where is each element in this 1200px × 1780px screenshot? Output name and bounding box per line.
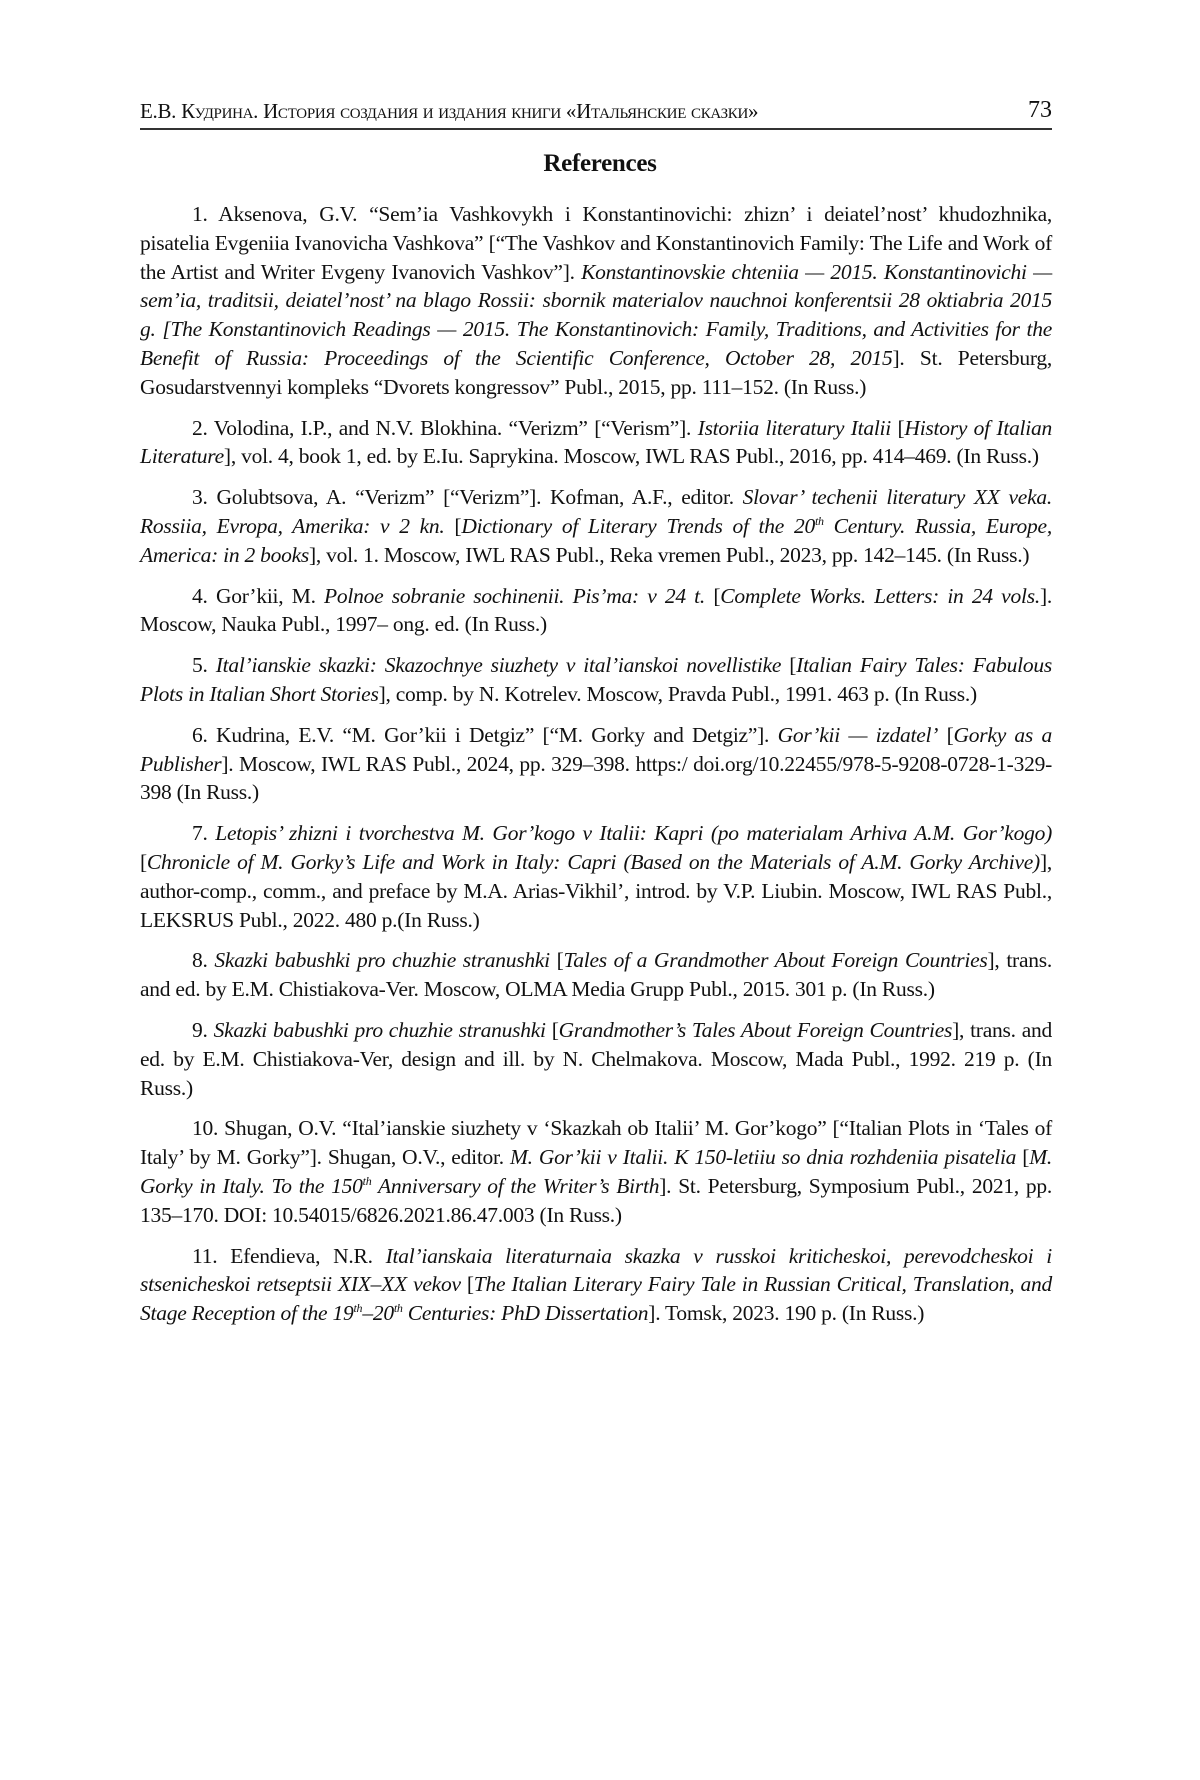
reference-segment: [ — [1016, 1145, 1030, 1170]
reference-segment: The Italian Literary Fairy Tale in Russian Critical, Translation, and Stage Reception of the 19th–20th Centuries: PhD Dissertation — [140, 1272, 1052, 1326]
reference-segment: Skazki babushki pro chuzhie stranushki — [214, 948, 550, 973]
reference-segment: Gor’kii — izdatel’ — [777, 722, 939, 747]
reference-segment: [ — [140, 849, 147, 874]
reference-segment: 3. Golubtsova, A. “Verizm” [“Verizm”]. Kofman, A.F., editor. — [192, 485, 743, 510]
reference-segment: Istoriia literatury Italii — [697, 415, 891, 440]
page-number: 73 — [1028, 97, 1052, 123]
reference-segment: ], vol. 4, book 1, ed. by E.Iu. Saprykina. Moscow, IWL RAS Publ., 2016, pp. 414–469. (In Russ.) — [223, 444, 1039, 469]
reference-segment: Slovar’ techenii literatury XX veka. Rossiia, Evropa, Amerika: v 2 kn. — [140, 485, 1052, 538]
reference-segment: Chronicle of M. Gorky’s Life and Work in Italy: Capri (Based on the Materials of A.M. Gorky Archive) — [146, 849, 1040, 874]
running-title: Е.В. Кудрина. История создания и издания книги «Итальянские сказки» — [140, 99, 759, 123]
reference-item — [140, 200, 1052, 402]
reference-list — [140, 200, 1052, 1340]
running-header — [140, 88, 1052, 124]
reference-segment: Tales of a Grandmother About Foreign Countries — [563, 948, 988, 973]
reference-segment: Polnoe sobranie sochinenii. Pis’ma: v 24 t. — [324, 583, 706, 608]
reference-item — [140, 1016, 1052, 1102]
reference-segment: Konstantinovskie chteniia — 2015. Konstantinovichi — sem’ia, traditsii, deiatel’nost’ na blago Rossii: sbornik materialov nauchnoi konferentsii 28 oktiabria 2015 g. [The Konstantinovich Readings — 2015. The Konstantinovich: Family, Traditions, and Activities for the Benefit of Russia: Proceedings of the Scientific Conference, October 28, 2015 — [140, 259, 1052, 370]
reference-segment: [ — [781, 653, 797, 678]
reference-segment: History of Italian Literature — [140, 415, 1052, 469]
reference-segment: ]. St. Petersburg, Gosudarstvennyi kompleks “Dvorets kongressov” Publ., 2015, pp. 111–152. (In Russ.) — [140, 345, 1052, 399]
reference-segment: Skazki babushki pro chuzhie stranushki — [213, 1017, 546, 1042]
reference-segment: Complete Works. Letters: in 24 vols. — [720, 583, 1040, 608]
reference-item — [140, 819, 1052, 934]
reference-item — [140, 946, 1052, 1004]
reference-item — [140, 1114, 1052, 1229]
reference-segment: [ — [705, 583, 721, 608]
reference-segment: Gorky as a Publisher — [140, 722, 1052, 776]
reference-segment: M. Gor’kii v Italii. K 150-letiiu so dnia rozhdeniia pisatelia — [510, 1145, 1017, 1170]
reference-segment: 2. Volodina, I.P., and N.V. Blokhina. “Verizm” [“Verism”]. — [192, 415, 698, 440]
header-rule — [140, 128, 1052, 130]
reference-segment: 9. — [192, 1017, 214, 1042]
reference-segment: Dictionary of Literary Trends of the 20th Century. Russia, Europe, America: in 2 books — [140, 513, 1052, 567]
reference-segment: [ — [891, 415, 905, 440]
reference-segment: ]. St. Petersburg, Symposium Publ., 2021, pp. 135–170. DOI: 10.54015/6826.2021.86.47.003 (In Russ.) — [140, 1173, 1052, 1227]
reference-segment: ]. Moscow, IWL RAS Publ., 2024, pp. 329–398. https:/ doi.org/10.22455/978-5-9208-0728-1-329-398 (In Russ.) — [140, 751, 1052, 805]
reference-segment: [ — [444, 513, 462, 538]
reference-segment: 1. Aksenova, G.V. “Sem’ia Vashkovykh i Konstantinovichi: zhizn’ i deiatel’nost’ khudozhnika, pisatelia Evgeniia Ivanovicha Vashkova” [“The Vashkov and Konstantinovich Family: The Life and Work of the Artist and Writer Evgeny Ivanovich Vashkov”]. — [140, 202, 1052, 284]
reference-segment: ], trans. and ed. by E.M. Chistiakova-Ver, design and ill. by N. Chelmakova. Moscow, Mada Publ., 1992. 219 p. (In Russ.) — [140, 1017, 1052, 1100]
reference-segment: ]. Tomsk, 2023. 190 p. (In Russ.) — [648, 1301, 925, 1326]
reference-item — [140, 651, 1052, 709]
reference-segment: 8. — [192, 948, 215, 973]
reference-item — [140, 483, 1052, 569]
reference-item — [140, 1242, 1052, 1328]
reference-segment: Italian Fairy Tales: Fabulous Plots in Italian Short Stories — [140, 653, 1052, 706]
reference-segment: 6. Kudrina, E.V. “M. Gor’kii i Detgiz” [“M. Gorky and Detgiz”]. — [192, 722, 778, 747]
reference-segment: [ — [545, 1017, 559, 1042]
reference-segment: ], author-comp., comm., and preface by M.A. Arias-Vikhil’, introd. by V.P. Liubin. Moscow, IWL RAS Publ., LEKSRUS Publ., 2022. 480 p.(In Russ.) — [140, 849, 1052, 932]
reference-segment: ], trans. and ed. by E.M. Chistiakova-Ver. Moscow, OLMA Media Grupp Publ., 2015. 301 p. (In Russ.) — [140, 948, 1052, 1002]
reference-segment: 7. — [192, 821, 216, 846]
reference-segment: Ital’ianskie skazki: Skazochnye siuzhety v ital’ianskoi novellistike — [215, 653, 782, 678]
section-title: References — [543, 150, 657, 177]
reference-segment: ], comp. by N. Kotrelev. Moscow, Pravda Publ., 1991. 463 p. (In Russ.) — [378, 681, 977, 706]
reference-item — [140, 721, 1052, 807]
reference-segment: 4. Gor’kii, M. — [192, 583, 325, 608]
reference-segment: M. Gorky in Italy. To the 150th Anniversary of the Writer’s Birth — [140, 1145, 1052, 1198]
reference-item — [140, 582, 1052, 640]
reference-segment: [ — [549, 948, 564, 973]
reference-segment: ]. Moscow, Nauka Publ., 1997– ong. ed. (In Russ.) — [140, 583, 1052, 637]
reference-segment: Grandmother’s Tales About Foreign Countries — [558, 1017, 953, 1042]
reference-segment: [ — [938, 722, 954, 747]
reference-segment: Letopis’ zhizni i tvorchestva M. Gor’kogo v Italii: Kapri (po materialam Arhiva A.M. Gor’kogo) — [215, 821, 1053, 846]
reference-segment: [ — [460, 1272, 474, 1297]
reference-segment: 5. — [192, 653, 216, 678]
reference-item — [140, 414, 1052, 472]
reference-segment: 11. Efendieva, N.R. — [192, 1243, 386, 1268]
reference-segment: ], vol. 1. Moscow, IWL RAS Publ., Reka vremen Publ., 2023, pp. 142–145. (In Russ.) — [309, 542, 1030, 567]
reference-segment: Ital’ianskaia literaturnaia skazka v russkoi kriticheskoi, perevodcheskoi i stsenicheskoi retseptsii XIX–XX vekov — [140, 1243, 1053, 1297]
reference-segment: 10. Shugan, O.V. “Ital’ianskie siuzhety v ‘Skazkah ob Italii’ M. Gor’kogo” [“Italian Plots in ‘Tales of Italy’ by M. Gorky”]. Shugan, O.V., editor. — [140, 1116, 1052, 1170]
